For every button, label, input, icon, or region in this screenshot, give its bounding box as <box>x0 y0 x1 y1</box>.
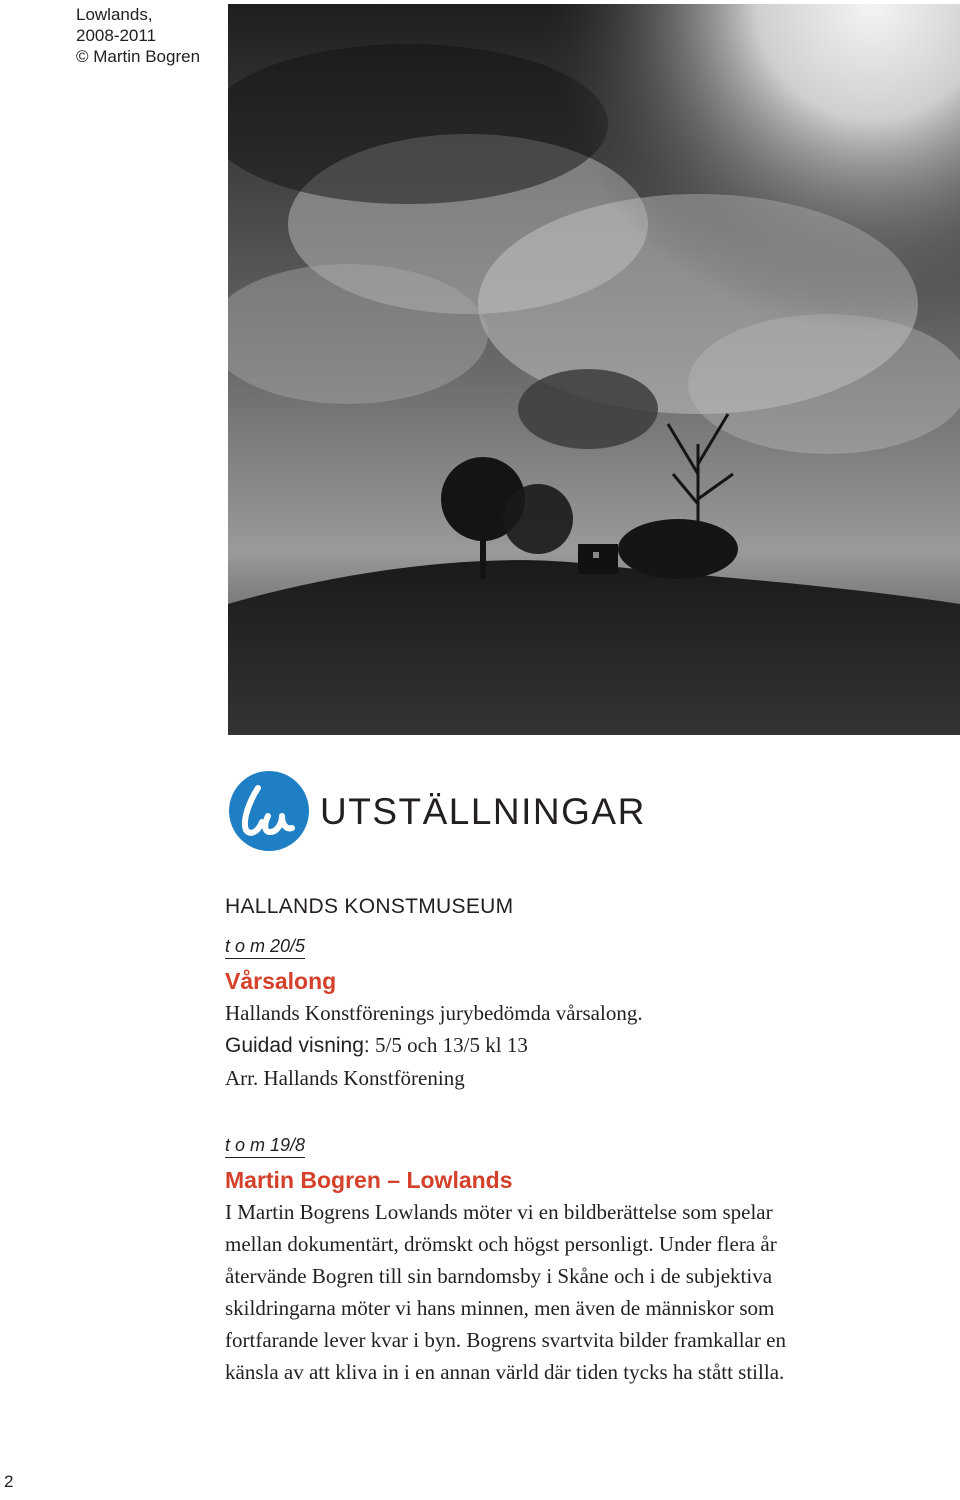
caption-title: Lowlands, <box>76 5 153 24</box>
description-line: återvände Bogren till sin barndomsby i Skåne och i de subjektiva <box>225 1264 773 1288</box>
description-line: skildringarna möter vi hans minnen, men även de människor som <box>225 1296 775 1320</box>
exhibition-title: Martin Bogren – Lowlands <box>225 1167 513 1193</box>
exhibition-lowlands <box>225 1120 945 1388</box>
description-line: mellan dokumentärt, drömskt och högst personligt. Under flera år <box>225 1232 777 1256</box>
caption-years: 2008-2011 <box>76 26 157 45</box>
page-number: 2 <box>4 1472 14 1491</box>
logo-icon <box>228 770 310 852</box>
exhibition-listing <box>225 893 945 1388</box>
venue-name: HALLANDS KONSTMUSEUM <box>225 895 514 918</box>
guided-tour-value: 5/5 och 13/5 kl 13 <box>369 1033 528 1057</box>
caption-credit: © Martin Bogren <box>76 47 201 66</box>
description-line: känsla av att kliva in i en annan värld där tiden tycks ha stått stilla. <box>225 1360 785 1384</box>
description-line: fortfarande lever kvar i byn. Bogrens svartvita bilder framkallar en <box>225 1328 786 1352</box>
photo-caption <box>76 4 200 67</box>
guided-tour <box>225 1029 945 1062</box>
exhibition-vårsalong <box>225 921 945 1094</box>
exhibition-title: Vårsalong <box>225 968 337 994</box>
organizer: Arr. Hallands Konstförening <box>225 1066 465 1090</box>
description-line: I Martin Bogrens Lowlands möter vi en bildberättelse som spelar <box>225 1200 773 1224</box>
exhibition-date: t o m 19/8 <box>225 1134 305 1158</box>
guided-tour-label: Guidad visning: <box>225 1034 370 1057</box>
utstallningar-header <box>228 770 646 852</box>
exhibition-description: Hallands Konstförenings jurybedömda vårsalong. <box>225 1001 643 1025</box>
section-heading: UTSTÄLLNINGAR <box>320 791 646 832</box>
lowlands-photograph <box>228 4 960 735</box>
exhibition-date: t o m 20/5 <box>225 935 305 959</box>
